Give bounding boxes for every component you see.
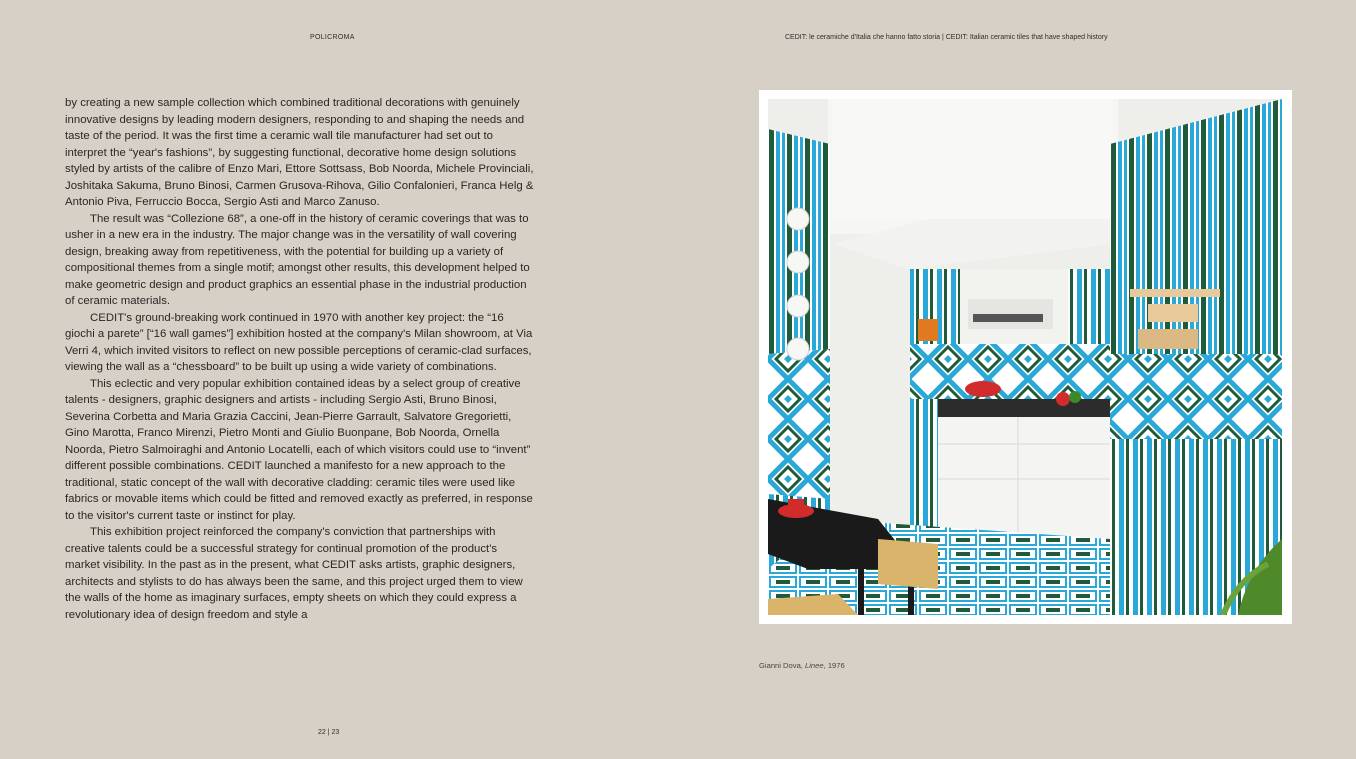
paragraph: The result was “Collezione 68”, a one-off in the history of ceramic coverings that was to usher in a new era in the industry. The major change was in the versatility of wall covering design, breaking away from repetitiveness, with the potential for building up a variety of compositional themes from a single motif; amongst other results, this development helped to make geometric design and product graphics an essential phase in the industrial production of ceramic materials. [65,212,530,307]
paragraph: CEDIT's ground-breaking work continued in 1970 with another key project: the “16 giochi a parete” [“16 wall games”] exhibition hosted at the company's Milan showroom, at Via Verri 4, which invited visitors to reflect on new possible perceptions of ceramic-clad surfaces, viewing the wall as a “chessboard” to be built up using a wide variety of combinations. [65,311,533,373]
caption-year: , 1976 [823,661,845,670]
paragraph: This eclectic and very popular exhibition contained ideas by a select group of creative talents - designers, graphic designers and artists - including Sergio Asti, Bruno Binosi, Severina Corbetta and Maria Grazia Caccini, Jean-Pierre Garrault, Salvatore Gregorietti, Gino Marotta, Franco Mirenzi, Pietro Monti and Giulio Buonpane, Bob Noorda, Ornella Noorda, Pietro Salmoiraghi and Antonio Locatelli, each of which visitors could use to “invent” different possible combinations. CEDIT launched a manifesto for a new approach to the traditional, static concept of the wall with decorative cladding: ceramic tiles were used like fabrics or movable items which could be fitted and removed exactly as preferred, in response to the visitor's current taste or instinct for play. [65,377,533,522]
caption-author: Gianni Dova, [759,661,806,670]
page-numbers: 22 | 23 [318,729,340,736]
running-header-right: CEDIT: le ceramiche d'Italia che hanno fatto storia | CEDIT: Italian ceramic tiles that have shaped history [785,34,1108,41]
running-header-left: POLICROMA [310,34,355,41]
paragraph: by creating a new sample collection which combined traditional decorations with genuinely innovative designs by leading modern designers, responding to and shaping the needs and taste of the period. It was the first time a ceramic wall tile manufacturer had set out to interpret the “year's fashions”, by suggesting functional, decorative home design solutions styled by artists of the calibre of Enzo Mari, Ettore Sottsass, Bob Noorda, Michele Provinciali, Joshitaka Sakuma, Bruno Binosi, Carmen Grusova-Rihova, Gilio Confalonieri, Franca Helg & Antonio Piva, Ferruccio Bocca, Sergio Asti and Marco Zanuso. [65,97,534,208]
paragraph: This exhibition project reinforced the company's conviction that partnerships with creative talents could be a successful strategy for continual promotion of the product's market visibility. In the past as in the present, what CEDIT asks artists, graphic designers, architects and stylists to do has always been the same, and this project urged them to view the walls of the home as imaginary surfaces, empty sheets on which they could express a revolutionary idea of design freedom and style a [65,526,523,621]
caption-title: Linee [805,661,824,670]
kitchen-photo [768,99,1282,615]
kitchen-photo-frame [759,90,1292,624]
body-text [65,95,535,623]
figure-caption [759,661,845,670]
